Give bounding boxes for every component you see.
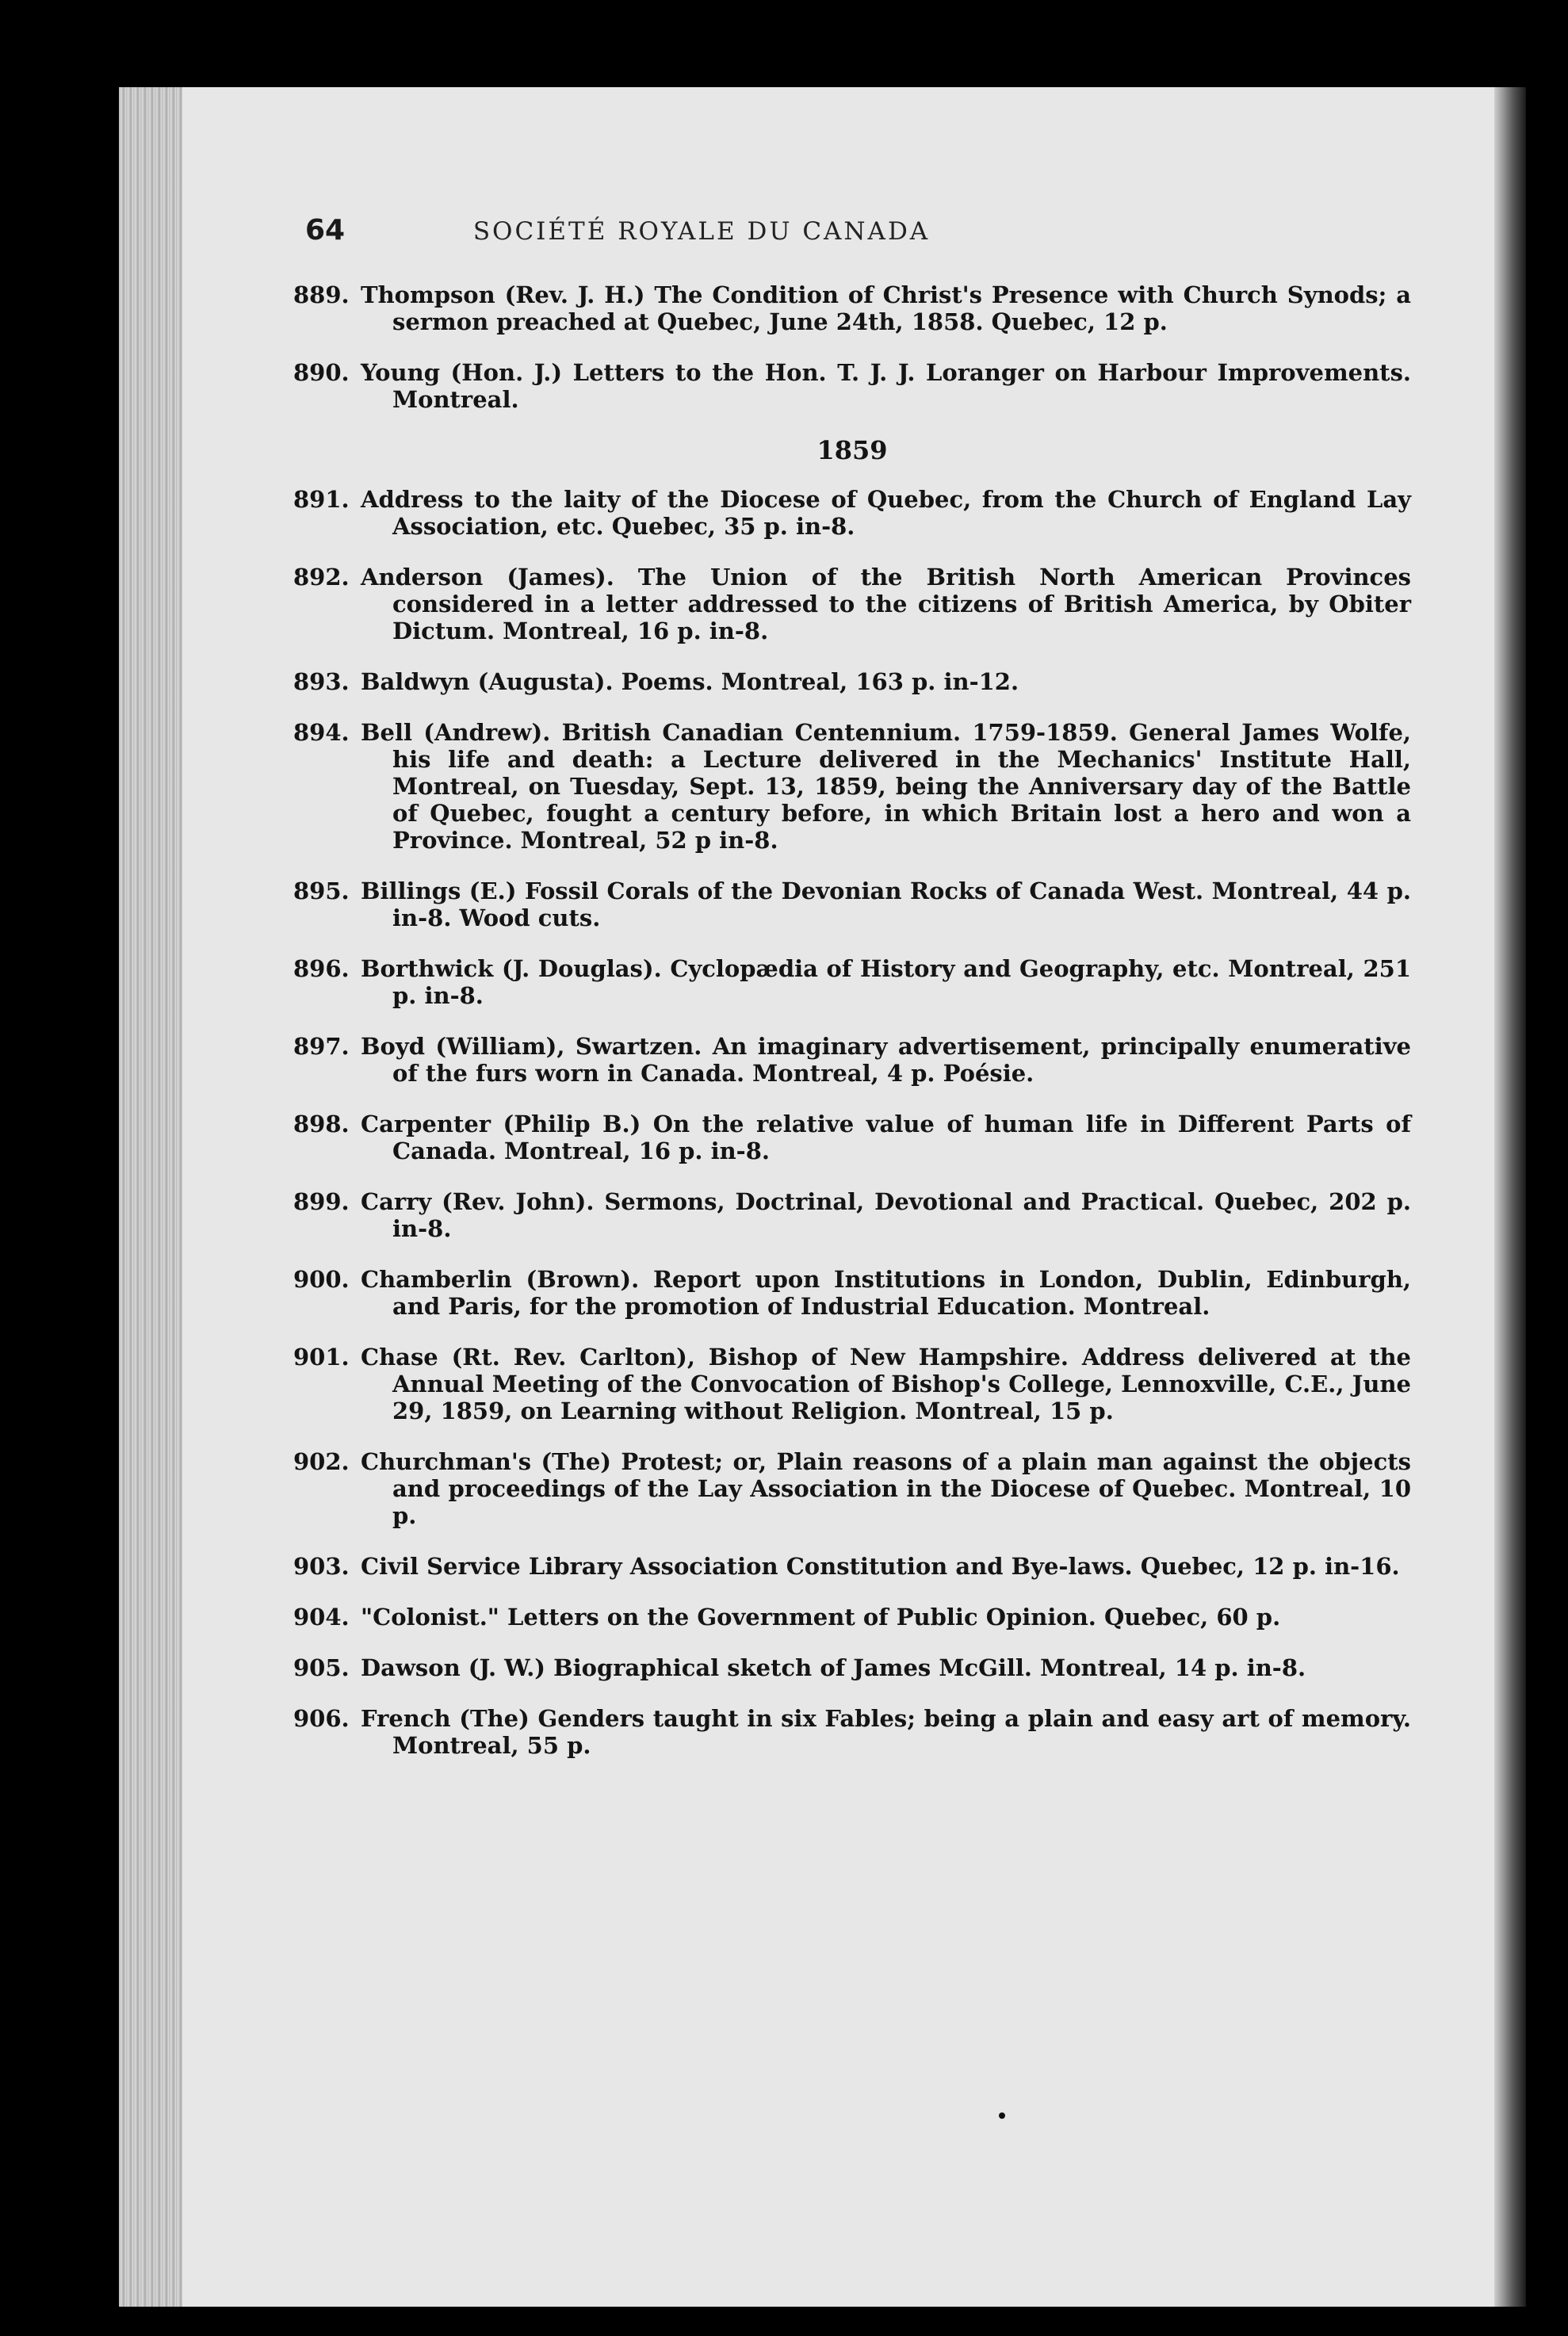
bibliography-entry bbox=[293, 359, 1411, 413]
entry-number: 904. bbox=[293, 1604, 350, 1631]
entry-text: Bell (Andrew). British Canadian Centennium. 1759-1859. General James Wolfe, his life and death: a Lecture delivered in the Mechanics' Institute Hall, Montreal, on Tuesday, Sept. 13, 1859, being the Anniversary day of the Battle of Quebec, fought a century before, in which Britain lost a hero and won a Province. Montreal, 52 p in-8. bbox=[361, 719, 1411, 854]
entry-number: 896. bbox=[293, 955, 350, 982]
entry-text: Civil Service Library Association Constitution and Bye-laws. Quebec, 12 p. in-16. bbox=[361, 1553, 1400, 1580]
entry-text: Borthwick (J. Douglas). Cyclopædia of History and Geography, etc. Montreal, 251 p. in-8. bbox=[361, 955, 1411, 1009]
ink-speck bbox=[999, 2112, 1005, 2119]
bibliography-entry bbox=[293, 955, 1411, 1009]
entries-after-year bbox=[293, 486, 1411, 1759]
entry-number: 905. bbox=[293, 1654, 350, 1681]
bibliography-entry bbox=[293, 1111, 1411, 1164]
bibliography-entry bbox=[293, 1188, 1411, 1242]
entry-number: 892. bbox=[293, 564, 350, 591]
bibliography-entry bbox=[293, 1705, 1411, 1759]
bibliography-entry bbox=[293, 1266, 1411, 1320]
page-edge-shadow bbox=[119, 87, 182, 2307]
entry-number: 903. bbox=[293, 1553, 350, 1580]
running-head: SOCIÉTÉ ROYALE DU CANADA bbox=[472, 217, 931, 246]
entry-number: 902. bbox=[293, 1448, 350, 1475]
entry-text: Churchman's (The) Protest; or, Plain reasons of a plain man against the objects and proceedings of the Lay Association in the Diocese of Quebec. Montreal, 10 p. bbox=[361, 1448, 1411, 1529]
bibliography-list bbox=[293, 281, 1411, 1783]
bibliography-entry bbox=[293, 1033, 1411, 1087]
bibliography-entry bbox=[293, 564, 1411, 644]
entry-number: 899. bbox=[293, 1188, 350, 1215]
entry-number: 897. bbox=[293, 1033, 350, 1060]
bibliography-entry bbox=[293, 1344, 1411, 1424]
entry-number: 894. bbox=[293, 719, 350, 746]
entry-text: Chamberlin (Brown). Report upon Institutions in London, Dublin, Edinburgh, and Paris, for the promotion of Industrial Education. Montreal. bbox=[361, 1266, 1411, 1320]
book-spine-shadow bbox=[1494, 87, 1526, 2307]
bibliography-entry bbox=[293, 668, 1411, 695]
bibliography-entry bbox=[293, 1654, 1411, 1681]
bibliography-entry bbox=[293, 1553, 1411, 1580]
entry-number: 891. bbox=[293, 486, 350, 513]
entries-before-year bbox=[293, 281, 1411, 413]
entry-number: 889. bbox=[293, 281, 350, 308]
entry-text: "Colonist." Letters on the Government of Public Opinion. Quebec, 60 p. bbox=[361, 1604, 1281, 1631]
entry-text: Carpenter (Philip B.) On the relative value of human life in Different Parts of Canada. Montreal, 16 p. in-8. bbox=[361, 1111, 1411, 1164]
entry-text: Billings (E.) Fossil Corals of the Devonian Rocks of Canada West. Montreal, 44 p. in-8. Wood cuts. bbox=[361, 877, 1411, 931]
entry-text: Thompson (Rev. J. H.) The Condition of Christ's Presence with Church Synods; a sermon preached at Quebec, June 24th, 1858. Quebec, 12 p. bbox=[361, 281, 1411, 335]
entry-number: 898. bbox=[293, 1111, 350, 1137]
bibliography-entry bbox=[293, 486, 1411, 540]
entry-number: 900. bbox=[293, 1266, 350, 1293]
entry-text: Boyd (William), Swartzen. An imaginary advertisement, principally enumerative of the furs worn in Canada. Montreal, 4 p. Poésie. bbox=[361, 1033, 1411, 1087]
page-number: 64 bbox=[305, 214, 346, 247]
bibliography-entry bbox=[293, 719, 1411, 854]
entry-number: 906. bbox=[293, 1705, 350, 1732]
page-header bbox=[305, 214, 1098, 262]
entry-text: Address to the laity of the Diocese of Quebec, from the Church of England Lay Association, etc. Quebec, 35 p. in-8. bbox=[361, 486, 1411, 540]
entry-text: Young (Hon. J.) Letters to the Hon. T. J. J. Loranger on Harbour Improvements. Montreal. bbox=[361, 359, 1411, 413]
entry-number: 901. bbox=[293, 1344, 350, 1371]
entry-number: 895. bbox=[293, 877, 350, 904]
bibliography-entry bbox=[293, 877, 1411, 931]
entry-text: Baldwyn (Augusta). Poems. Montreal, 163 p. in-12. bbox=[361, 668, 1019, 695]
entry-text: French (The) Genders taught in six Fables; being a plain and easy art of memory. Montreal, 55 p. bbox=[361, 1705, 1411, 1759]
entry-number: 890. bbox=[293, 359, 350, 386]
entry-text: Chase (Rt. Rev. Carlton), Bishop of New Hampshire. Address delivered at the Annual Meeting of the Convocation of Bishop's College, Lennoxville, C.E., June 29, 1859, on Learning without Religion. Montreal, 15 p. bbox=[361, 1344, 1411, 1424]
bibliography-entry bbox=[293, 1604, 1411, 1631]
entry-text: Carry (Rev. John). Sermons, Doctrinal, Devotional and Practical. Quebec, 202 p. in-8. bbox=[361, 1188, 1411, 1242]
bibliography-entry bbox=[293, 281, 1411, 335]
entry-text: Anderson (James). The Union of the British North American Provinces considered in a letter addressed to the citizens of British America, by Obiter Dictum. Montreal, 16 p. in-8. bbox=[361, 564, 1411, 644]
entry-text: Dawson (J. W.) Biographical sketch of James McGill. Montreal, 14 p. in-8. bbox=[361, 1654, 1306, 1681]
entry-number: 893. bbox=[293, 668, 350, 695]
year-heading: 1859 bbox=[817, 435, 888, 465]
bibliography-entry bbox=[293, 1448, 1411, 1529]
